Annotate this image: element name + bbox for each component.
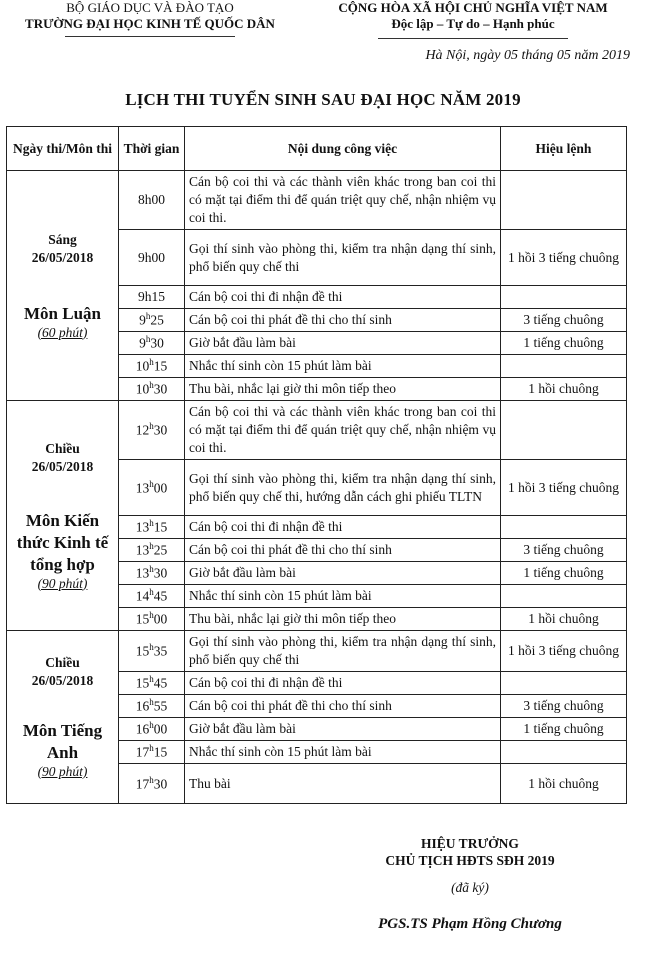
signal-cell: 1 hồi 3 tiếng chuông	[501, 631, 627, 672]
table-row	[7, 171, 627, 230]
time-hour: 17	[135, 776, 150, 792]
task-cell: Cán bộ coi thi phát đề thi cho thí sinh	[185, 539, 501, 562]
time-hour: 15	[135, 643, 150, 659]
time-hour: 16	[135, 698, 150, 714]
signal-cell: 3 tiếng chuông	[501, 539, 627, 562]
time-minute: 25	[153, 542, 168, 558]
signal-cell: 1 tiếng chuông	[501, 562, 627, 585]
time-hour: 16	[135, 721, 150, 737]
schedule-body	[7, 171, 627, 804]
time-minute: 35	[153, 643, 168, 659]
time-cell	[119, 718, 185, 741]
session-date: 26/05/2018	[31, 458, 94, 474]
time-minute: 30	[153, 776, 168, 792]
task-cell: Nhắc thí sinh còn 15 phút làm bài	[185, 585, 501, 608]
time-h-mark: h	[149, 674, 154, 685]
time-cell	[119, 286, 185, 309]
university-name: TRƯỜNG ĐẠI HỌC KINH TẾ QUỐC DÂN	[25, 16, 275, 31]
time-h-mark: h	[149, 421, 154, 432]
time-cell	[119, 562, 185, 585]
ministry-name: BỘ GIÁO DỤC VÀ ĐÀO TẠO	[66, 0, 234, 15]
time-cell	[119, 695, 185, 718]
task-cell: Cán bộ coi thi đi nhận đề thi	[185, 516, 501, 539]
time-h-mark: h	[149, 478, 154, 489]
time-minute: 30	[150, 335, 164, 351]
time-minute: 45	[153, 675, 168, 691]
issuer-block	[0, 0, 300, 37]
task-cell: Gọi thí sinh vào phòng thi, kiểm tra nhận dạng thí sinh, phổ biến quy chế thi	[185, 230, 501, 286]
table-row	[7, 401, 627, 460]
task-cell: Cán bộ coi thi và các thành viên khác trong ban coi thi có mặt tại điểm thi để quán triệt quy chế, nhận nhiệm vụ coi thi.	[185, 401, 501, 460]
time-h-mark: h	[149, 720, 154, 731]
task-cell: Giờ bắt đầu làm bài	[185, 718, 501, 741]
time-cell	[119, 355, 185, 378]
time-text: 9h15	[138, 289, 165, 304]
signal-cell	[501, 585, 627, 608]
session-period: Chiều	[45, 440, 80, 456]
time-h-mark: h	[149, 774, 154, 785]
time-h-mark: h	[145, 334, 151, 345]
time-text: 8h00	[138, 192, 165, 207]
time-hour: 13	[135, 542, 150, 558]
time-cell	[119, 585, 185, 608]
signal-cell	[501, 171, 627, 230]
task-cell: Giờ bắt đầu làm bài	[185, 332, 501, 355]
time-cell	[119, 516, 185, 539]
task-cell: Cán bộ coi thi đi nhận đề thi	[185, 672, 501, 695]
time-minute: 15	[153, 519, 168, 535]
task-cell: Cán bộ coi thi đi nhận đề thi	[185, 286, 501, 309]
time-hour: 15	[135, 611, 150, 627]
time-cell	[119, 309, 185, 332]
document-date: Hà Nội, ngày 05 tháng 05 năm 2019	[425, 48, 630, 63]
time-h-mark: h	[149, 587, 154, 598]
task-cell: Cán bộ coi thi phát đề thi cho thí sinh	[185, 695, 501, 718]
time-h-mark: h	[149, 743, 154, 754]
time-minute: 30	[153, 381, 168, 397]
session-date: 26/05/2018	[31, 673, 94, 688]
task-cell: Nhắc thí sinh còn 15 phút làm bài	[185, 355, 501, 378]
time-minute: 15	[153, 744, 168, 760]
motto-divider	[378, 38, 568, 39]
session-date: 26/05/2018	[31, 249, 94, 265]
time-h-mark: h	[149, 380, 154, 391]
session-duration: (90 phút)	[37, 764, 88, 779]
task-cell: Thu bài	[185, 764, 501, 804]
session-subject: Môn Kiến thức Kinh tế tổng hợp	[16, 510, 109, 574]
time-hour: 9	[139, 335, 146, 351]
time-cell	[119, 764, 185, 804]
time-minute: 00	[153, 611, 168, 627]
session-subject: Môn Luận	[24, 303, 101, 323]
session-cell	[7, 631, 119, 804]
signal-cell	[501, 401, 627, 460]
time-hour: 10	[135, 358, 150, 374]
time-minute: 00	[153, 480, 168, 496]
table-row	[7, 631, 627, 672]
time-h-mark: h	[149, 642, 154, 653]
time-cell	[119, 539, 185, 562]
time-h-mark: h	[149, 610, 154, 621]
time-cell	[119, 171, 185, 230]
time-h-mark: h	[149, 541, 154, 552]
signal-cell: 1 hồi 3 tiếng chuông	[501, 230, 627, 286]
col-header-time: Thời gian	[119, 127, 185, 171]
time-cell	[119, 230, 185, 286]
time-hour: 13	[135, 480, 150, 496]
time-minute: 25	[150, 312, 164, 328]
issuer-divider	[65, 36, 235, 37]
signer-role: HIỆU TRƯỞNG	[421, 836, 519, 851]
time-hour: 14	[135, 588, 150, 604]
signed-note: (đã ký)	[451, 880, 489, 895]
exam-schedule-table	[6, 126, 627, 804]
time-h-mark: h	[149, 518, 154, 529]
country-name: CỘNG HÒA XÃ HỘI CHỦ NGHĨA VIỆT NAM	[338, 0, 608, 15]
col-header-signal: Hiệu lệnh	[501, 127, 627, 171]
signal-cell: 1 hồi chuông	[501, 378, 627, 401]
task-cell: Thu bài, nhắc lại giờ thi môn tiếp theo	[185, 608, 501, 631]
time-hour: 9	[139, 312, 146, 328]
time-minute: 30	[153, 565, 168, 581]
task-cell: Nhắc thí sinh còn 15 phút làm bài	[185, 741, 501, 764]
session-duration: (90 phút)	[37, 575, 88, 591]
table-header-row	[7, 127, 627, 171]
signer-committee: CHỦ TỊCH HĐTS SĐH 2019	[385, 853, 555, 868]
time-h-mark: h	[149, 697, 154, 708]
session-period: Sáng	[48, 231, 77, 247]
task-cell: Giờ bắt đầu làm bài	[185, 562, 501, 585]
document-title: LỊCH THI TUYỂN SINH SAU ĐẠI HỌC NĂM 2019	[125, 90, 521, 109]
signal-cell	[501, 672, 627, 695]
time-h-mark: h	[145, 311, 151, 322]
time-cell	[119, 608, 185, 631]
time-cell	[119, 460, 185, 516]
national-motto: Độc lập – Tự do – Hạnh phúc	[391, 16, 555, 31]
time-h-mark: h	[149, 357, 154, 368]
col-header-task: Nội dung công việc	[185, 127, 501, 171]
session-duration: (60 phút)	[37, 324, 88, 340]
time-cell	[119, 332, 185, 355]
signal-cell: 1 tiếng chuông	[501, 332, 627, 355]
signal-cell: 1 tiếng chuông	[501, 718, 627, 741]
signal-cell	[501, 516, 627, 539]
signal-cell: 3 tiếng chuông	[501, 695, 627, 718]
national-header	[300, 0, 646, 39]
col-header-session: Ngày thi/Môn thi	[7, 127, 119, 171]
session-period: Chiều	[45, 655, 80, 670]
signal-cell: 1 hồi chuông	[501, 608, 627, 631]
time-cell	[119, 631, 185, 672]
task-cell: Gọi thí sinh vào phòng thi, kiểm tra nhận dạng thí sinh, phổ biến quy chế thi	[185, 631, 501, 672]
signal-cell	[501, 355, 627, 378]
signal-cell: 3 tiếng chuông	[501, 309, 627, 332]
time-hour: 15	[135, 675, 150, 691]
session-subject: Môn Tiếng Anh	[22, 721, 103, 762]
time-minute: 55	[153, 698, 168, 714]
time-minute: 45	[153, 588, 168, 604]
time-minute: 30	[153, 422, 168, 438]
time-minute: 15	[153, 358, 168, 374]
task-cell: Cán bộ coi thi phát đề thi cho thí sinh	[185, 309, 501, 332]
time-minute: 00	[153, 721, 168, 737]
signal-cell	[501, 741, 627, 764]
task-cell: Thu bài, nhắc lại giờ thi môn tiếp theo	[185, 378, 501, 401]
time-hour: 13	[135, 565, 150, 581]
time-cell	[119, 741, 185, 764]
signal-cell: 1 hồi 3 tiếng chuông	[501, 460, 627, 516]
time-hour: 12	[135, 422, 150, 438]
session-cell	[7, 401, 119, 631]
time-text: 9h00	[138, 249, 165, 265]
time-cell	[119, 672, 185, 695]
time-hour: 17	[135, 744, 150, 760]
time-hour: 10	[135, 381, 150, 397]
time-h-mark: h	[149, 564, 154, 575]
signal-cell	[501, 286, 627, 309]
signer-name: PGS.TS Phạm Hồng Chương	[378, 916, 562, 932]
time-cell	[119, 378, 185, 401]
session-cell	[7, 171, 119, 401]
task-cell: Cán bộ coi thi và các thành viên khác trong ban coi thi có mặt tại điểm thi để quán triệt quy chế, nhận nhiệm vụ coi thi.	[185, 171, 501, 230]
time-cell	[119, 401, 185, 460]
signal-cell: 1 hồi chuông	[501, 764, 627, 804]
task-cell: Gọi thí sinh vào phòng thi, kiểm tra nhận dạng thí sinh, phổ biến quy chế thi, hướng dẫn cách ghi phiếu TLTN	[185, 460, 501, 516]
time-hour: 13	[135, 519, 150, 535]
